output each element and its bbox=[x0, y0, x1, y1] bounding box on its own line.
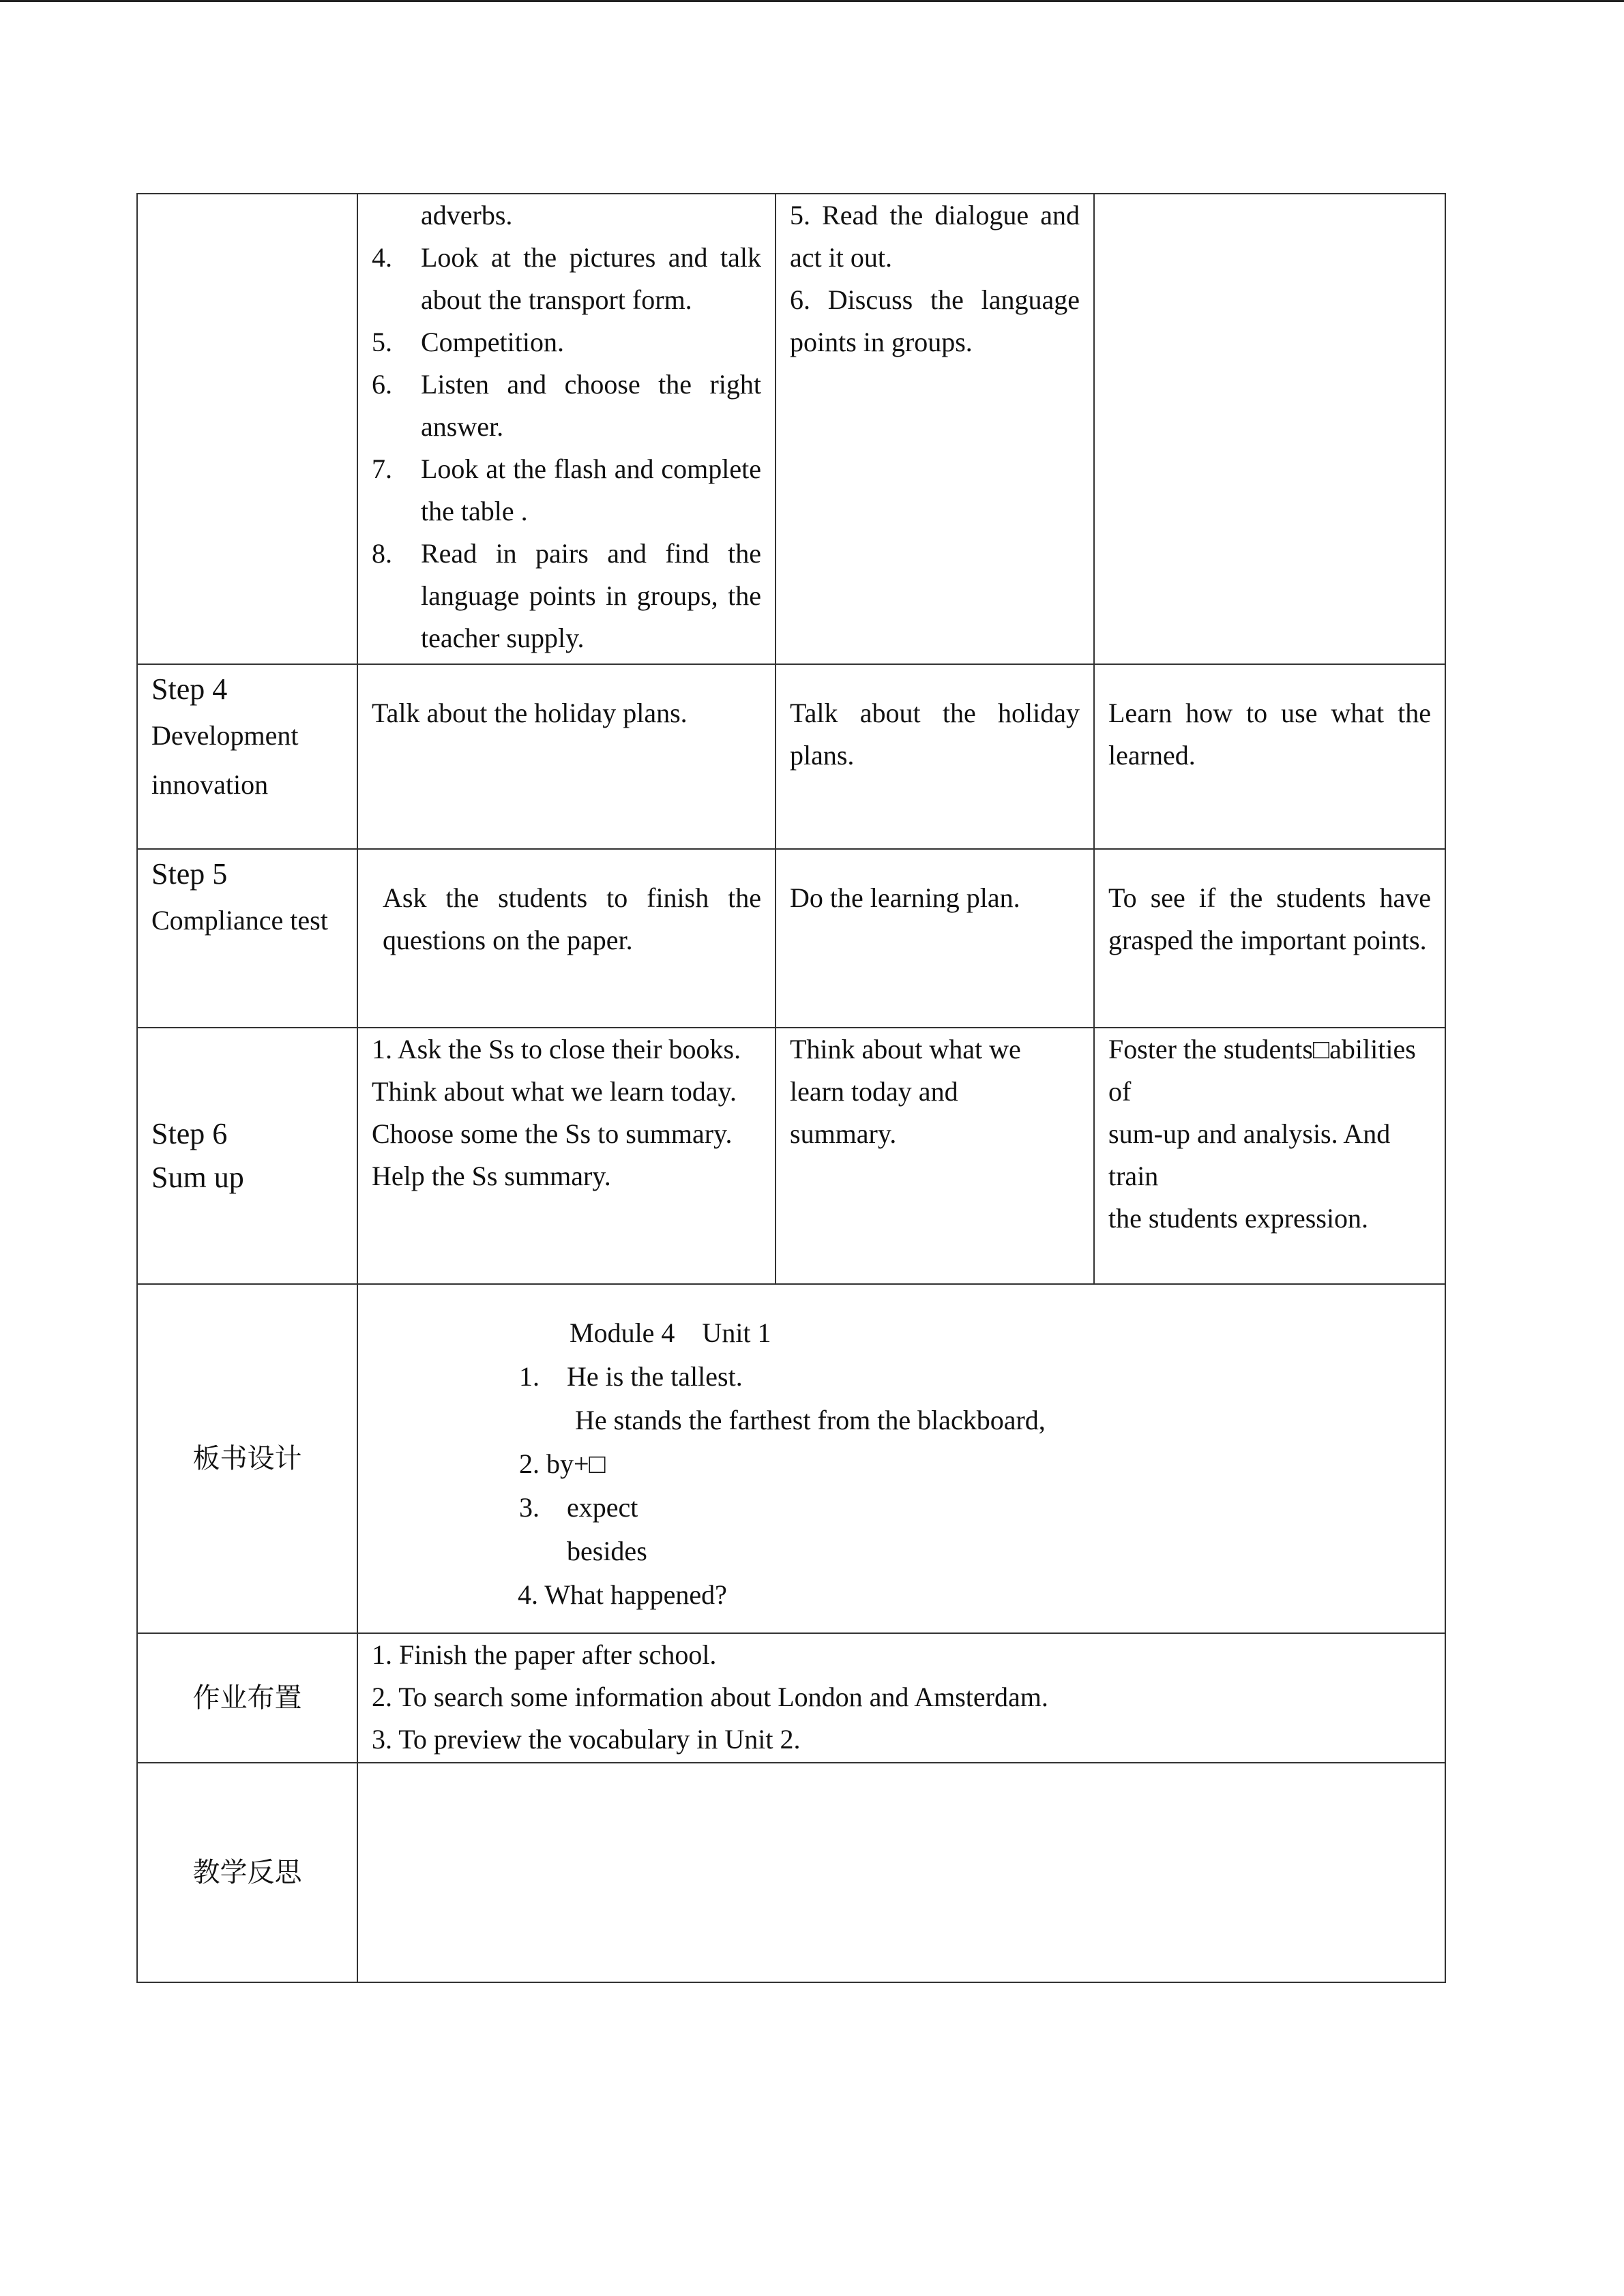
blackboard-label: 板书设计 bbox=[192, 1443, 302, 1474]
board-line: 4. What happened? bbox=[518, 1579, 727, 1610]
teacher-activity: Choose some the Ss to summary. bbox=[372, 1118, 733, 1149]
student-activity: Talk about the holiday plans. bbox=[790, 698, 1080, 771]
continuation-row bbox=[137, 194, 1445, 664]
step-subtitle: Compliance test bbox=[151, 905, 328, 936]
step6-student-cell bbox=[776, 1028, 1094, 1284]
continuation-step-cell bbox=[137, 194, 357, 664]
blackboard-row bbox=[137, 1284, 1445, 1633]
teacher-activity-list bbox=[372, 194, 761, 659]
list-item bbox=[372, 448, 761, 533]
step-title: Step 6 bbox=[151, 1117, 228, 1150]
student-activity: Do the learning plan. bbox=[790, 882, 1020, 913]
reflection-row bbox=[137, 1763, 1445, 1982]
board-line: He is the tallest. bbox=[567, 1361, 743, 1392]
blackboard-label-cell bbox=[137, 1284, 357, 1633]
board-line: 2. by+□ bbox=[519, 1448, 606, 1479]
step4-teacher-cell bbox=[357, 664, 776, 849]
student-activity-line: Think about what we bbox=[790, 1034, 1021, 1064]
step5-teacher-cell bbox=[357, 849, 776, 1028]
student-activity-line: summary. bbox=[790, 1118, 897, 1149]
step4-row bbox=[137, 664, 1445, 849]
teacher-activity: Ask the students to finish the questions on the paper. bbox=[383, 882, 761, 955]
list-item bbox=[372, 237, 761, 321]
reflection-label-cell bbox=[137, 1763, 357, 1982]
item-text: adverbs. bbox=[421, 200, 513, 230]
student-activity-line: 6. Discuss the language points in groups. bbox=[790, 284, 1080, 357]
step5-student-cell bbox=[776, 849, 1094, 1028]
step5-step-cell bbox=[137, 849, 357, 1028]
item-text: Competition. bbox=[421, 327, 564, 357]
page-top-border bbox=[0, 0, 1624, 2]
continuation-teacher-cell bbox=[357, 194, 776, 664]
teacher-activity: Talk about the holiday plans. bbox=[372, 698, 688, 728]
list-item bbox=[372, 533, 761, 659]
board-line: expect bbox=[567, 1492, 638, 1523]
step5-row bbox=[137, 849, 1445, 1028]
item-text: Look at the flash and complete the table . bbox=[421, 453, 761, 526]
board-line-number: 3. bbox=[519, 1492, 540, 1523]
step4-student-cell bbox=[776, 664, 1094, 849]
step6-step-cell bbox=[137, 1028, 357, 1284]
step-title: Step 4 bbox=[151, 672, 228, 706]
teacher-activity: Help the Ss summary. bbox=[372, 1161, 611, 1191]
homework-item: 2. To search some information about London and Amsterdam. bbox=[372, 1682, 1048, 1712]
item-number: 5. bbox=[372, 327, 392, 357]
item-number: 7. bbox=[372, 453, 392, 484]
continuation-student-cell bbox=[776, 194, 1094, 664]
list-item bbox=[372, 321, 761, 363]
reflection-label: 教学反思 bbox=[192, 1857, 302, 1888]
item-text: Listen and choose the right answer. bbox=[421, 369, 761, 442]
item-number: 6. bbox=[372, 369, 392, 400]
step4-purpose-cell bbox=[1094, 664, 1445, 849]
homework-row bbox=[137, 1633, 1445, 1763]
blackboard-design bbox=[358, 1285, 1445, 1632]
purpose-text: Learn how to use what the learned. bbox=[1108, 698, 1431, 771]
step-subtitle: innovation bbox=[151, 769, 269, 800]
step-subtitle: Sum up bbox=[151, 1161, 244, 1194]
homework-label-cell bbox=[137, 1633, 357, 1763]
homework-item: 1. Finish the paper after school. bbox=[372, 1639, 717, 1670]
item-number: 8. bbox=[372, 538, 392, 569]
step6-teacher-cell bbox=[357, 1028, 776, 1284]
step5-purpose-cell bbox=[1094, 849, 1445, 1028]
item-text: Read in pairs and find the language points in groups, the teacher supply. bbox=[421, 538, 761, 653]
homework-item: 3. To preview the vocabulary in Unit 2. bbox=[372, 1724, 801, 1755]
board-line: He stands the farthest from the blackboard, bbox=[575, 1405, 1046, 1435]
lesson-plan-table bbox=[136, 193, 1446, 1983]
step-subtitle: Development bbox=[151, 720, 299, 751]
step-title: Step 5 bbox=[151, 857, 228, 891]
item-number: 4. bbox=[372, 242, 392, 273]
purpose-text: To see if the students have grasped the important points. bbox=[1108, 882, 1431, 955]
teacher-activity: 1. Ask the Ss to close their books. Think about what we learn today. bbox=[372, 1034, 741, 1107]
homework-label: 作业布置 bbox=[192, 1682, 302, 1714]
purpose-line: Foster the students□abilities of bbox=[1108, 1034, 1416, 1107]
board-line: besides bbox=[567, 1536, 647, 1566]
board-heading: Module 4 Unit 1 bbox=[570, 1317, 771, 1348]
purpose-line: the students expression. bbox=[1108, 1203, 1369, 1234]
board-line-number: 1. bbox=[519, 1361, 540, 1392]
blackboard-content-cell bbox=[357, 1284, 1445, 1633]
student-activity-line: 5. Read the dialogue and act it out. bbox=[790, 200, 1080, 273]
reflection-content-cell bbox=[357, 1763, 1445, 1982]
student-activity-line: learn today and bbox=[790, 1076, 958, 1107]
step6-row bbox=[137, 1028, 1445, 1284]
homework-content-cell bbox=[357, 1633, 1445, 1763]
list-item bbox=[372, 194, 761, 237]
list-item bbox=[372, 363, 761, 448]
item-text: Look at the pictures and talk about the transport form. bbox=[421, 242, 761, 315]
purpose-line: sum-up and analysis. And train bbox=[1108, 1118, 1391, 1191]
continuation-purpose-cell bbox=[1094, 194, 1445, 664]
step6-purpose-cell bbox=[1094, 1028, 1445, 1284]
step4-step-cell bbox=[137, 664, 357, 849]
